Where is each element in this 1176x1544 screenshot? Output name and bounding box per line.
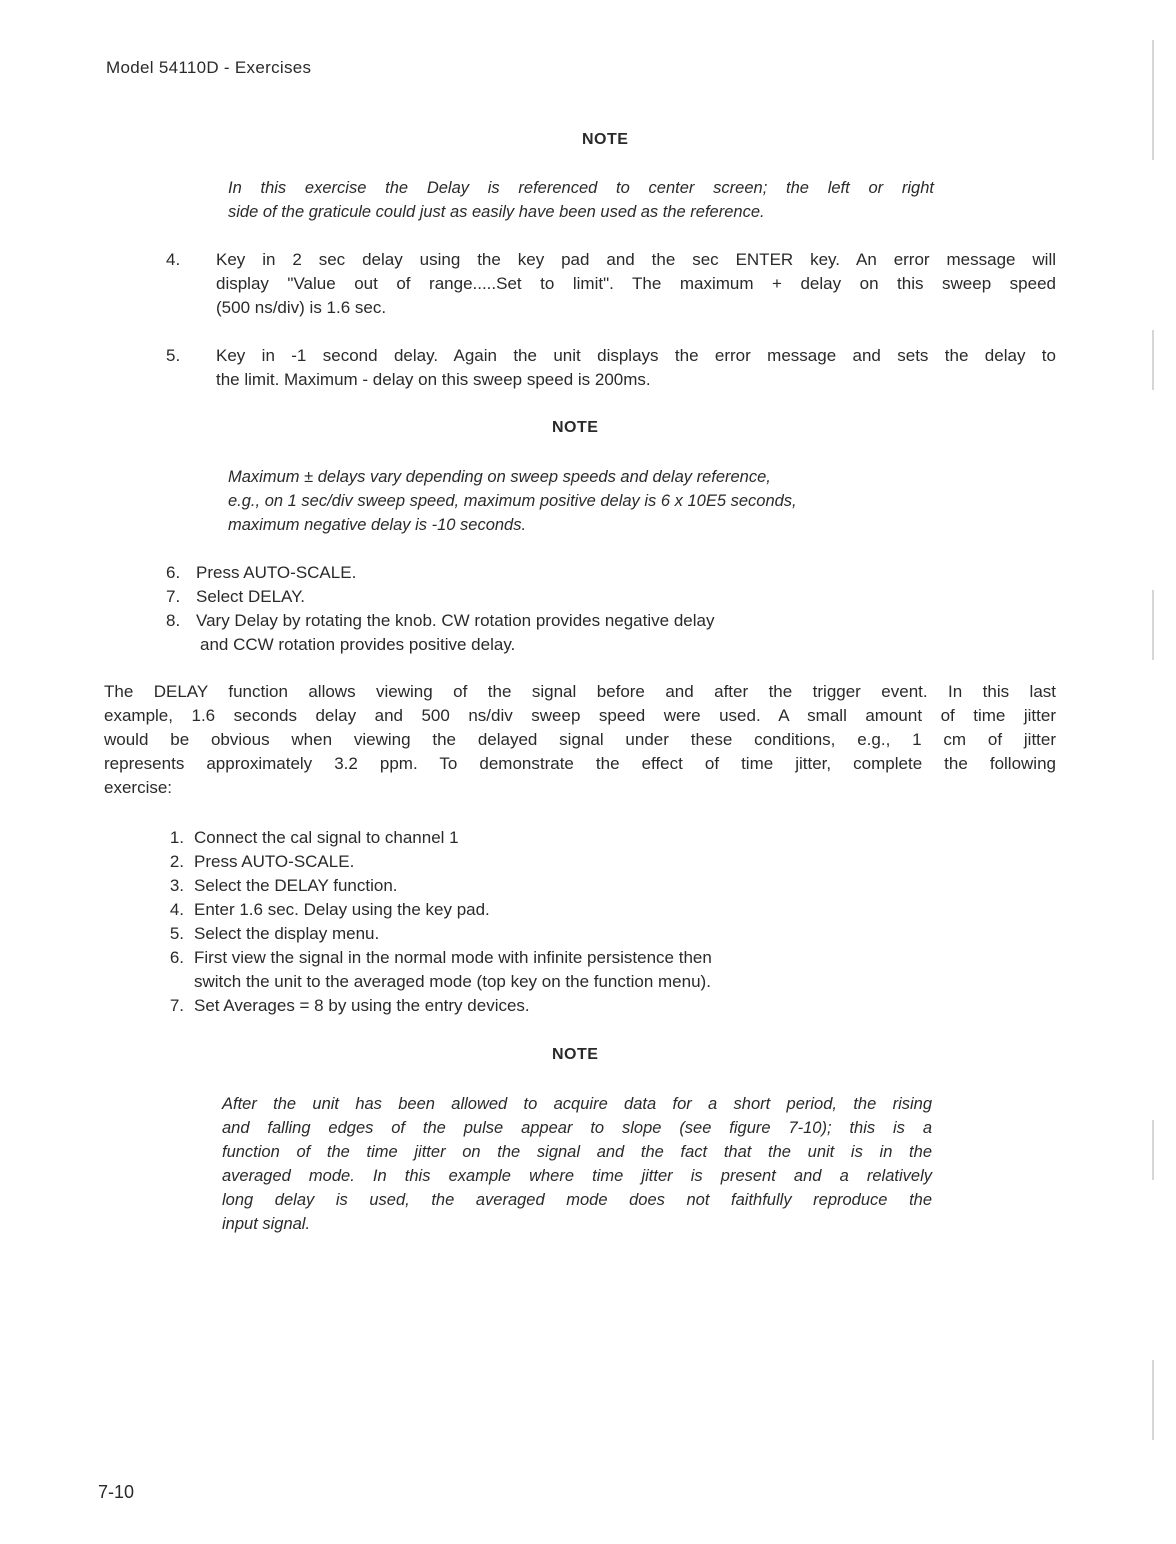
- list-item: [162, 850, 922, 874]
- step-5: [166, 344, 1058, 392]
- step-line: display "Value out of range.....Set to limit". The maximum + delay on this sweep speed: [216, 274, 1056, 293]
- note-3-line: input signal.: [222, 1215, 311, 1233]
- list-item: [166, 561, 926, 585]
- item-text: Enter 1.6 sec. Delay using the key pad.: [194, 900, 490, 919]
- note-text-3: [222, 1092, 932, 1236]
- steps-6-8: [166, 561, 926, 657]
- item-number: 3.: [169, 876, 184, 895]
- step-text: Vary Delay by rotating the knob. CW rotation provides negative delay: [196, 611, 715, 630]
- step-text: Select DELAY.: [196, 587, 305, 606]
- item-text: switch the unit to the averaged mode (top key on the function menu).: [194, 972, 711, 991]
- note-text-2: [228, 465, 948, 537]
- step-number: 8.: [166, 611, 181, 630]
- list-item: [162, 922, 922, 946]
- body-paragraph: [104, 680, 1056, 800]
- note-2-line: Maximum ± delays vary depending on sweep speeds and delay reference,: [228, 468, 771, 486]
- list-item: [162, 874, 922, 898]
- scan-edge-mark: [1152, 1120, 1154, 1180]
- note-heading-2: NOTE: [552, 419, 599, 436]
- item-text: Set Averages = 8 by using the entry devices.: [194, 996, 530, 1015]
- note-3-line: averaged mode. In this example where time jitter is present and a relatively: [222, 1167, 932, 1185]
- note-1-line: In this exercise the Delay is referenced to center screen; the left or right: [228, 179, 934, 197]
- page-number: 7-10: [98, 1482, 135, 1502]
- item-text: First view the signal in the normal mode with infinite persistence then: [194, 948, 712, 967]
- paragraph-line: The DELAY function allows viewing of the signal before and after the trigger event. In this last: [104, 682, 1056, 701]
- list-item: [162, 994, 922, 1018]
- scan-edge-mark: [1152, 1360, 1154, 1440]
- note-2-line: e.g., on 1 sec/div sweep speed, maximum positive delay is 6 x 10E5 seconds,: [228, 492, 797, 510]
- item-text: Select the DELAY function.: [194, 876, 398, 895]
- list-item: [162, 898, 922, 922]
- scan-edge-mark: [1152, 330, 1154, 390]
- note-2-line: maximum negative delay is -10 seconds.: [228, 516, 527, 534]
- list-item: [166, 609, 926, 633]
- step-number: 6.: [166, 563, 181, 582]
- step-line: Key in -1 second delay. Again the unit displays the error message and sets the delay to: [216, 346, 1056, 365]
- note-heading-3: NOTE: [552, 1046, 599, 1063]
- note-heading-1: NOTE: [582, 131, 629, 148]
- item-number: 4.: [169, 900, 184, 919]
- scan-edge-mark: [1152, 40, 1154, 160]
- item-text: Select the display menu.: [194, 924, 380, 943]
- step-number: 4.: [166, 250, 181, 269]
- step-line: (500 ns/div) is 1.6 sec.: [216, 298, 387, 317]
- scan-edge-mark: [1152, 590, 1154, 660]
- paragraph-line: represents approximately 3.2 ppm. To demonstrate the effect of time jitter, complete the following: [104, 754, 1056, 773]
- note-3-line: long delay is used, the averaged mode does not faithfully reproduce the: [222, 1191, 932, 1209]
- note-3-line: After the unit has been allowed to acquire data for a short period, the rising: [222, 1095, 932, 1113]
- list-item: [166, 585, 926, 609]
- page-header: Model 54110D - Exercises: [106, 58, 312, 77]
- note-3-line: function of the time jitter on the signal and the fact that the unit is in the: [222, 1143, 932, 1161]
- exercise-list: [162, 826, 922, 1018]
- item-number: 1.: [169, 828, 184, 847]
- note-1-line: side of the graticule could just as easily have been used as the reference.: [228, 203, 765, 221]
- step-text: Press AUTO-SCALE.: [196, 563, 357, 582]
- paragraph-line: exercise:: [104, 778, 173, 797]
- step-number: 7.: [166, 587, 181, 606]
- list-item: [162, 946, 922, 970]
- note-text-1: [228, 176, 934, 224]
- paragraph-line: example, 1.6 seconds delay and 500 ns/div sweep speed were used. A small amount of time jitter: [104, 706, 1056, 725]
- step-line: Key in 2 sec delay using the key pad and the sec ENTER key. An error message will: [216, 250, 1056, 269]
- step-4: [166, 248, 1058, 320]
- list-item: [162, 826, 922, 850]
- item-number: 6.: [169, 948, 184, 967]
- step-line: the limit. Maximum - delay on this sweep speed is 200ms.: [216, 370, 651, 389]
- item-number: 7.: [169, 996, 184, 1015]
- list-item: [166, 633, 926, 657]
- item-number: 2.: [169, 852, 184, 871]
- list-item: [162, 970, 922, 994]
- step-text: and CCW rotation provides positive delay.: [200, 635, 516, 654]
- step-number: 5.: [166, 346, 181, 365]
- paragraph-line: would be obvious when viewing the delayed signal under these conditions, e.g., 1 cm of jitter: [104, 730, 1056, 749]
- item-text: Press AUTO-SCALE.: [194, 852, 355, 871]
- item-text: Connect the cal signal to channel 1: [194, 828, 459, 847]
- note-3-line: and falling edges of the pulse appear to slope (see figure 7-10); this is a: [222, 1119, 932, 1137]
- item-number: 5.: [169, 924, 184, 943]
